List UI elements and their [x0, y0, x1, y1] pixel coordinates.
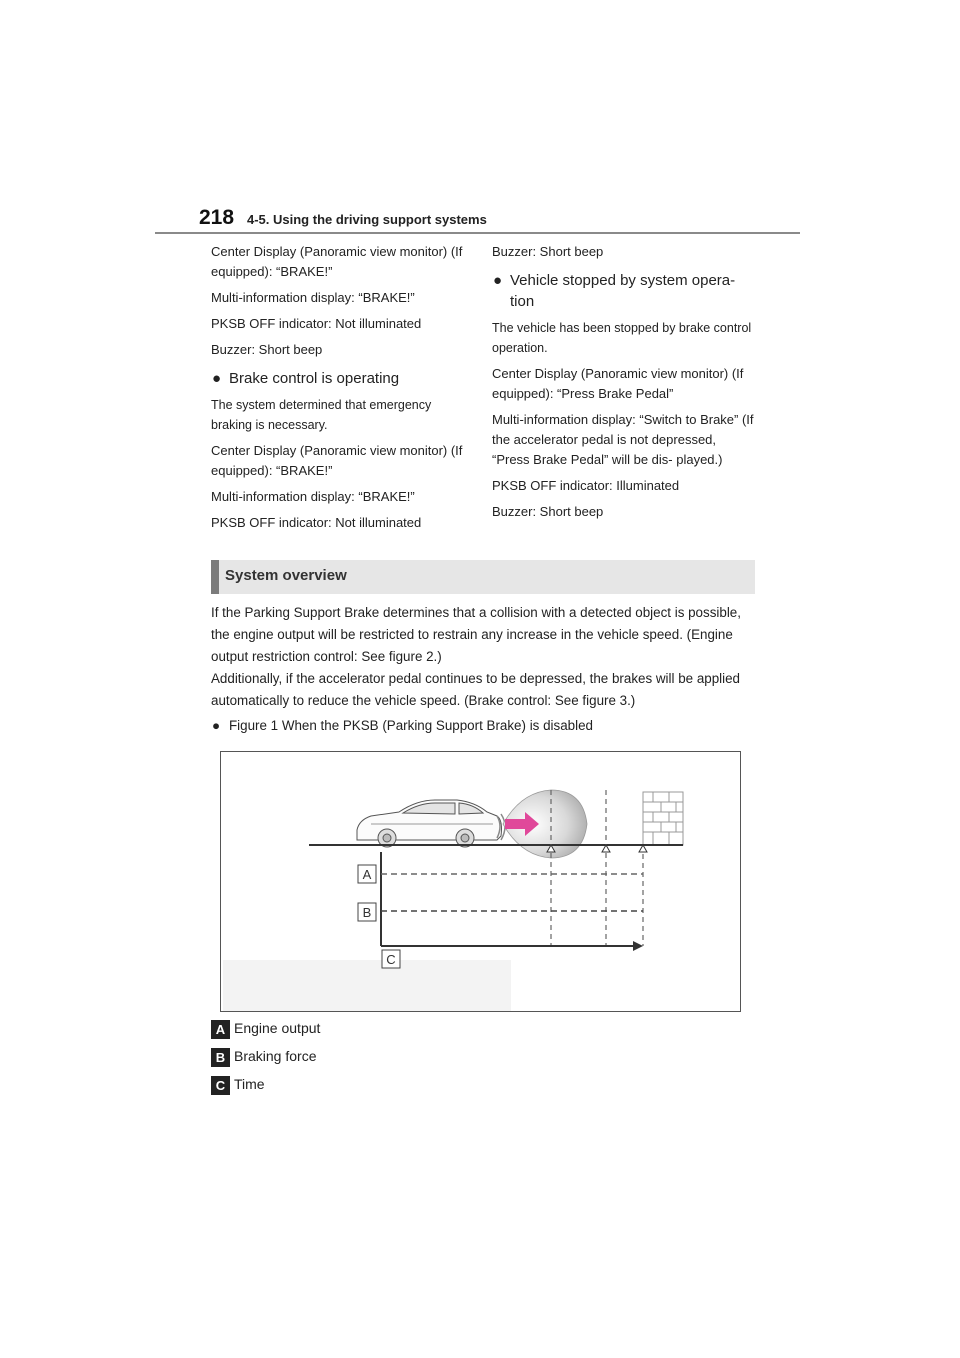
overview-body — [211, 602, 756, 712]
bullet-vehicle-stopped-label: Vehicle stopped by system opera- tion — [510, 272, 736, 310]
legend-badge-b: B — [211, 1048, 230, 1067]
legend-text-braking-force: Braking force — [234, 1048, 317, 1064]
section-title: 4-5. Using the driving support systems — [247, 212, 487, 227]
label-box-a — [358, 865, 376, 883]
legend-item-b — [211, 1047, 511, 1069]
bullet-icon: ● — [493, 272, 503, 289]
bullet-icon: ● — [212, 718, 221, 733]
left-display-text: Center Display (Panoramic view monitor) (If equipped): “BRAKE!” — [211, 244, 463, 279]
brake-control-display: Center Display (Panoramic view monitor) (If equipped): “BRAKE!” — [211, 443, 463, 478]
bullet-vehicle-stopped — [492, 270, 754, 312]
time-axis-arrowhead — [633, 941, 643, 951]
bullet-icon: ● — [212, 370, 222, 387]
left-indicator-text: PKSB OFF indicator: Not illuminated — [211, 316, 422, 331]
label-c-text: C — [386, 952, 396, 967]
brake-control-description: The system determined that emergency braking is necessary. — [211, 398, 432, 432]
vehicle-stopped-buzzer: Buzzer: Short beep — [492, 504, 604, 519]
label-box-b — [358, 903, 376, 921]
system-overview-heading — [211, 560, 755, 594]
label-a-text: A — [362, 867, 372, 882]
overview-paragraph-2: Additionally, if the accelerator pedal continues to be depressed, the brakes will be applied automatically to reduce the vehicle speed. (Brake control: See figure 3.) — [211, 671, 741, 708]
page-number: 218 — [199, 206, 235, 229]
brake-control-mid: Multi-information display: “BRAKE!” — [211, 489, 415, 504]
vehicle-stopped-mid: Multi-information display: “Switch to Brake” (If the accelerator pedal is not depressed, “Press Brake Pedal” will be dis- played.) — [492, 412, 754, 467]
bottom-panel — [223, 960, 511, 1011]
right-buzzer-text: Buzzer: Short beep — [492, 244, 604, 259]
vehicle-stopped-display: Center Display (Panoramic view monitor) (If equipped): “Press Brake Pedal” — [492, 366, 744, 401]
label-b-text: B — [362, 905, 372, 920]
vehicle-stopped-indicator: PKSB OFF indicator: Illuminated — [492, 478, 680, 493]
bullet-brake-control-label: Brake control is operating — [229, 370, 400, 387]
legend-item-c — [211, 1075, 511, 1097]
figure-1-svg — [221, 752, 742, 1013]
vehicle-stopped-description: The vehicle has been stopped by brake control operation. — [492, 321, 752, 355]
legend-item-a — [211, 1019, 511, 1041]
left-column — [211, 242, 466, 539]
header-rule — [155, 232, 800, 234]
legend-badge-a: A — [211, 1020, 230, 1039]
label-box-c — [382, 950, 400, 968]
left-mid-text: Multi-information display: “BRAKE!” — [211, 290, 415, 305]
brake-control-indicator: PKSB OFF indicator: Not illuminated — [211, 515, 422, 530]
right-column — [492, 242, 754, 528]
legend-text-time: Time — [234, 1076, 265, 1092]
system-overview-title: System overview — [225, 567, 347, 584]
brick-wall-icon — [643, 792, 683, 845]
figure-caption — [211, 716, 756, 736]
legend-text-engine-output: Engine output — [234, 1020, 321, 1036]
car-icon — [357, 800, 502, 847]
left-buzzer-text: Buzzer: Short beep — [211, 342, 323, 357]
figure-caption-text: Figure 1 When the PKSB (Parking Support Brake) is disabled — [229, 718, 593, 733]
legend-badge-c: C — [211, 1076, 230, 1095]
overview-paragraph-1: If the Parking Support Brake determines that a collision with a detected object is possible, the engine output will be restricted to restrain any increase in the vehicle speed. (Engine output restriction control: See figure 2.) — [211, 605, 741, 664]
figure-1-diagram — [220, 751, 741, 1012]
bullet-brake-control — [211, 368, 466, 389]
